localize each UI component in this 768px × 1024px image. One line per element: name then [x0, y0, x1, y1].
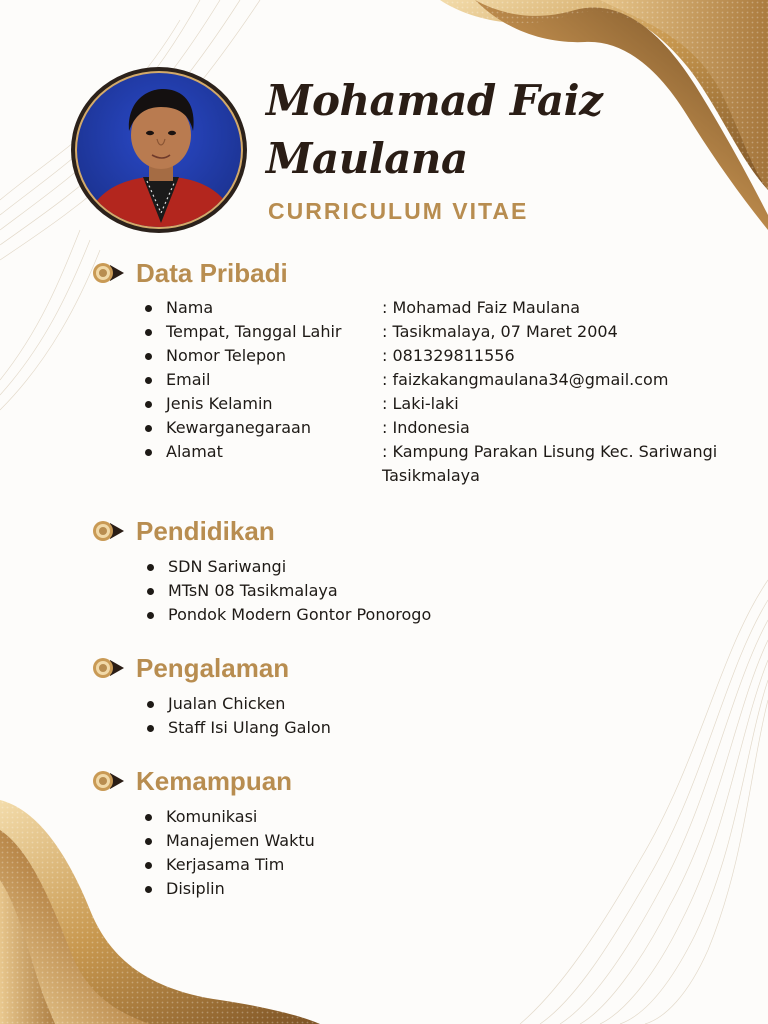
personal-label: Nomor Telepon	[166, 346, 287, 365]
personal-value: : Kampung Parakan Lisung Kec. Sariwangi Tasikmalaya	[382, 442, 718, 485]
list-item	[145, 440, 745, 488]
gold-circle-arrow-icon	[90, 770, 128, 792]
personal-label: Kewarganegaraan	[166, 418, 311, 437]
personal-value: : faizkakangmaulana34@gmail.com	[382, 370, 669, 389]
list-item	[145, 320, 745, 344]
section-personal-title: Data Pribadi	[136, 257, 288, 288]
personal-label: Jenis Kelamin	[166, 394, 273, 413]
section-education	[90, 516, 275, 546]
gold-circle-arrow-icon	[90, 520, 128, 542]
section-experience-title: Pengalaman	[136, 652, 290, 683]
full-name	[266, 72, 666, 188]
name-line-2: Maulana	[266, 134, 468, 183]
list-item: Jualan Chicken	[147, 692, 331, 716]
personal-label: Alamat	[166, 442, 223, 461]
list-item: MTsN 08 Tasikmalaya	[147, 579, 431, 603]
list-item: Pondok Modern Gontor Ponorogo	[147, 603, 431, 627]
gold-circle-arrow-icon	[90, 657, 128, 679]
list-item: Manajemen Waktu	[145, 829, 315, 853]
list-item: Disiplin	[145, 877, 315, 901]
personal-info-list	[145, 296, 745, 488]
skills-list	[145, 805, 315, 901]
list-item	[145, 344, 745, 368]
personal-value: : Mohamad Faiz Maulana	[382, 298, 581, 317]
personal-label: Nama	[166, 298, 214, 317]
list-item	[145, 416, 745, 440]
document-subtitle: CURRICULUM VITAE	[268, 198, 529, 224]
list-item: SDN Sariwangi	[147, 555, 431, 579]
list-item	[145, 368, 745, 392]
profile-photo-frame	[71, 67, 247, 233]
profile-photo	[75, 71, 243, 229]
list-item: Kerjasama Tim	[145, 853, 315, 877]
gold-circle-arrow-icon	[90, 262, 128, 284]
line-waves-bottom-right	[520, 580, 768, 1024]
personal-label: Tempat, Tanggal Lahir	[166, 322, 342, 341]
list-item	[145, 296, 745, 320]
avatar	[77, 73, 243, 229]
section-education-title: Pendidikan	[136, 515, 275, 546]
section-experience	[90, 653, 289, 683]
education-list	[147, 555, 431, 627]
section-skills-title: Kemampuan	[136, 765, 293, 796]
name-line-1: Mohamad Faiz	[266, 76, 603, 125]
personal-label: Email	[166, 370, 211, 389]
section-skills	[90, 766, 292, 796]
list-item: Komunikasi	[145, 805, 315, 829]
personal-value: : Tasikmalaya, 07 Maret 2004	[382, 322, 618, 341]
personal-value: : Laki-laki	[382, 394, 459, 413]
list-item: Staff Isi Ulang Galon	[147, 716, 331, 740]
experience-list	[147, 692, 331, 740]
personal-value: : 081329811556	[382, 346, 515, 365]
personal-value: : Indonesia	[382, 418, 470, 437]
list-item	[145, 392, 745, 416]
section-personal	[90, 258, 288, 288]
